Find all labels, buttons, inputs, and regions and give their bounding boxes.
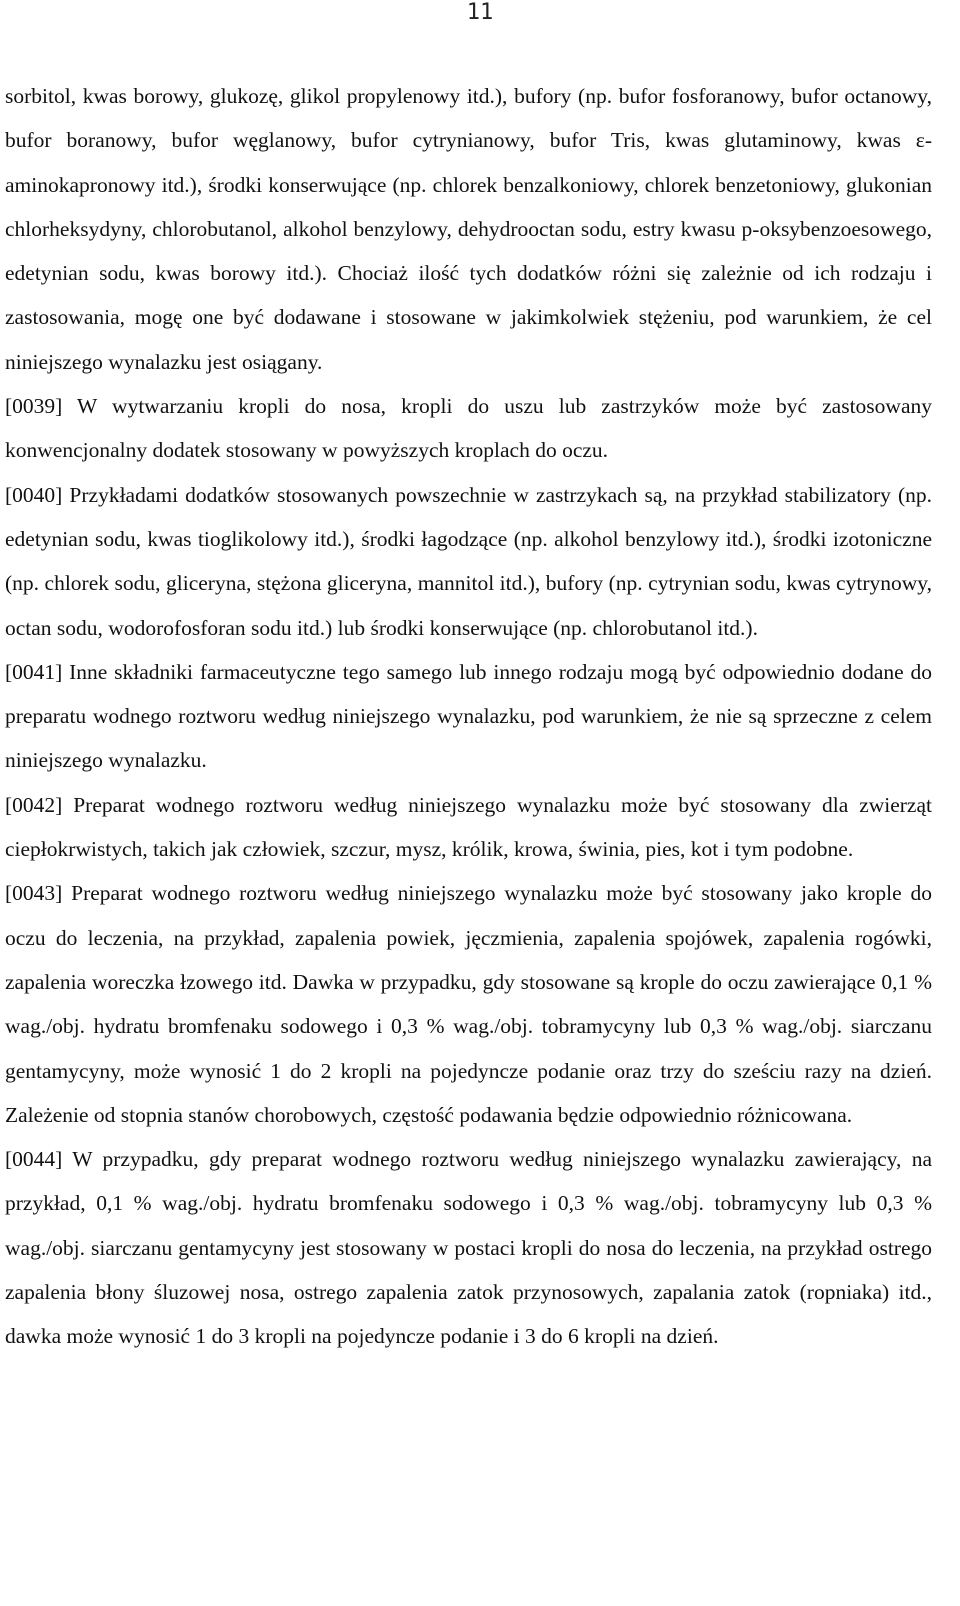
page-number <box>0 0 960 26</box>
page-number-text: 11 <box>466 0 494 25</box>
paragraph-continuation: sorbitol, kwas borowy, glukozę, glikol propylenowy itd.), bufory (np. bufor fosforanowy, bufor octanowy, bufor boranowy, bufor węglanowy, bufor cytrynianowy, bufor Tris, kwas glutaminowy, kwas ε-aminokapronowy itd.), środki konserwujące (np. chlorek benzalkoniowy, chlorek benzetoniowy, glukonian chlorheksydyny, chlorobutanol, alkohol benzylowy, dehydrooctan sodu, estry kwasu p-oksybenzoesowego, edetynian sodu, kwas borowy itd.). Chociaż ilość tych dodatków różni się zależnie od ich rodzaju i zastosowania, mogę one być dodawane i stosowane w jakimkolwiek stężeniu, pod warunkiem, że cel niniejszego wynalazku jest osiągany. <box>5 84 932 374</box>
paragraph-0042: [0042] Preparat wodnego roztworu według niniejszego wynalazku może być stosowany dla zwierząt ciepłokrwistych, takich jak człowiek, szczur, mysz, królik, krowa, świnia, pies, kot i tym podobne. <box>5 792 932 862</box>
document-body <box>5 74 932 1359</box>
paragraph-0039: [0039] W wytwarzaniu kropli do nosa, kropli do uszu lub zastrzyków może być zastosowany konwencjonalny dodatek stosowany w powyższych kroplach do oczu. <box>5 394 932 463</box>
paragraph-0040: [0040] Przykładami dodatków stosowanych powszechnie w zastrzykach są, na przykład stabilizatory (np. edetynian sodu, kwas tioglikolowy itd.), środki łagodzące (np. alkohol benzylowy itd.), środki izotoniczne (np. chlorek sodu, gliceryna, stężona gliceryna, mannitol itd.), bufory (np. cytrynian sodu, kwas cytrynowy, octan sodu, wodorofosforan sodu itd.) lub środki konserwujące (np. chlorobutanol itd.). <box>5 482 932 640</box>
paragraph-0041: [0041] Inne składniki farmaceutyczne tego samego lub innego rodzaju mogą być odpowiednio dodane do preparatu wodnego roztworu według niniejszego wynalazku, pod warunkiem, że nie są sprzeczne z celem niniejszego wynalazku. <box>5 659 932 773</box>
paragraph-0043: [0043] Preparat wodnego roztworu według niniejszego wynalazku może być stosowany jako krople do oczu do leczenia, na przykład, zapalenia powiek, jęczmienia, zapalenia spojówek, zapalenia rogówki, zapalenia woreczka łzowego itd. Dawka w przypadku, gdy stosowane są krople do oczu zawierające 0,1 % wag./obj. hydratu bromfenaku sodowego i 0,3 % wag./obj. tobramycyny lub 0,3 % wag./obj. siarczanu gentamycyny, może wynosić 1 do 2 kropli na pojedyncze podanie oraz trzy do sześciu razy na dzień. Zależenie od stopnia stanów chorobowych, częstość podawania będzie odpowiednio różnicowana. <box>5 881 932 1127</box>
paragraph-0044: [0044] W przypadku, gdy preparat wodnego roztworu według niniejszego wynalazku zawierający, na przykład, 0,1 % wag./obj. hydratu bromfenaku sodowego i 0,3 % wag./obj. tobramycyny lub 0,3 % wag./obj. siarczanu gentamycyny jest stosowany w postaci kropli do nosa do leczenia, na przykład ostrego zapalenia błony śluzowej nosa, ostrego zapalenia zatok przynosowych, zapalania zatok (ropniaka) itd., dawka może wynosić 1 do 3 kropli na pojedyncze podanie i 3 do 6 kropli na dzień. <box>5 1147 932 1349</box>
